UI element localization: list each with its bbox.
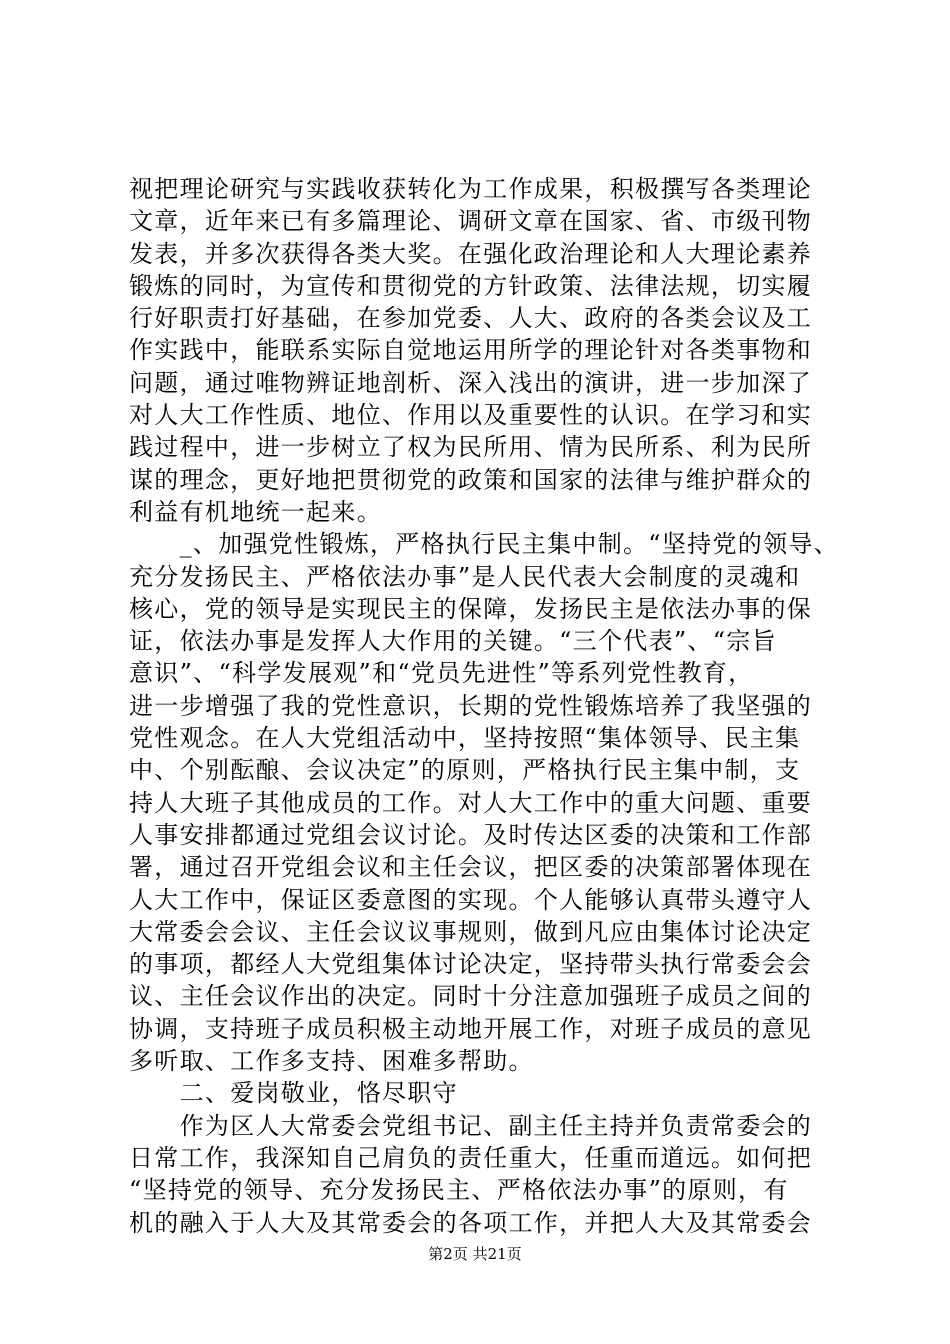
text-line: 中、个别酝酿、会议决定”的原则，严格执行民主集中制，支 — [129, 756, 801, 785]
text-line: 进一步增强了我的党性意识，长期的党性锻炼培养了我坚强的 — [129, 691, 813, 720]
text-line: 充分发扬民主、严格依法办事”是人民代表大会制度的灵魂和 — [129, 562, 801, 591]
text-line: 议、主任会议作出的决定。同时十分注意加强班子成员之间的 — [129, 982, 813, 1011]
text-line: 人大工作中，保证区委意图的实现。个人能够认真带头遵守人 — [129, 885, 813, 914]
text-line: 机的融入于人大及其常委会的各项工作，并把人大及其常委会 — [129, 1208, 813, 1237]
text-line: 协调，支持班子成员积极主动地开展工作，对班子成员的意见 — [129, 1014, 813, 1043]
text-line: 行好职责打好基础，在参加党委、人大、政府的各类会议及工 — [129, 304, 813, 333]
text-line: _、加强党性锻炼，严格执行民主集中制。“坚持党的领导、 — [129, 530, 839, 559]
text-line: 意识”、“科学发展观”和“党员先进性”等系列党性教育， — [129, 659, 754, 688]
text-line: 谋的理念，更好地把贯彻党的政策和国家的法律与维护群众的 — [129, 465, 813, 494]
text-line: 文章，近年来已有多篇理论、调研文章在国家、省、市级刊物 — [129, 207, 813, 236]
text-line: 的事项，都经人大党组集体讨论决定，坚持带头执行常委会会 — [129, 950, 813, 979]
text-line: 锻炼的同时，为宣传和贯彻党的方针政策、法律法规，切实履 — [129, 271, 813, 300]
text-line: 持人大班子其他成员的工作。对人大工作中的重大问题、重要 — [129, 788, 813, 817]
text-line: 核心，党的领导是实现民主的保障，发扬民主是依法办事的保 — [129, 594, 813, 623]
text-line: 人事安排都通过党组会议讨论。及时传达区委的决策和工作部 — [129, 820, 813, 849]
text-line: 证，依法办事是发挥人大作用的关键。“三个代表”、“宗旨 — [129, 627, 777, 656]
text-line: 作为区人大常委会党组书记、副主任主持并负责常委会的 — [129, 1111, 813, 1140]
text-line: 日常工作，我深知自己肩负的责任重大，任重而道远。如何把 — [129, 1143, 813, 1172]
text-line: 多听取、工作多支持、困难多帮助。 — [129, 1047, 534, 1076]
text-line: 利益有机地统一起来。 — [129, 497, 382, 526]
text-line: 二、爱岗敬业，恪尽职守 — [129, 1079, 458, 1108]
text-line: 署，通过召开党组会议和主任会议，把区委的决策部署体现在 — [129, 853, 813, 882]
text-line: 践过程中，进一步树立了权为民所用、情为民所系、利为民所 — [129, 433, 813, 462]
text-line: 对人大工作性质、地位、作用以及重要性的认识。在学习和实 — [129, 401, 813, 430]
text-line: 发表，并多次获得各类大奖。在强化政治理论和人大理论素养 — [129, 239, 813, 268]
text-line: “坚持党的领导、充分发扬民主、严格依法办事”的原则，有 — [129, 1176, 789, 1205]
document-body — [129, 173, 839, 1239]
text-line: 作实践中，能联系实际自觉地运用所学的理论针对各类事物和 — [129, 336, 813, 365]
text-line: 大常委会会议、主任会议议事规则，做到凡应由集体讨论决定 — [129, 917, 813, 946]
text-line: 视把理论研究与实践收获转化为工作成果，积极撰写各类理论 — [129, 175, 813, 203]
text-line: 问题，通过唯物辨证地剖析、深入浅出的演讲，进一步加深了 — [129, 368, 813, 397]
page-footer: 第2页 共21页 — [428, 1245, 522, 1263]
text-line: 党性观念。在人大党组活动中，坚持按照“集体领导、民主集 — [129, 724, 801, 753]
